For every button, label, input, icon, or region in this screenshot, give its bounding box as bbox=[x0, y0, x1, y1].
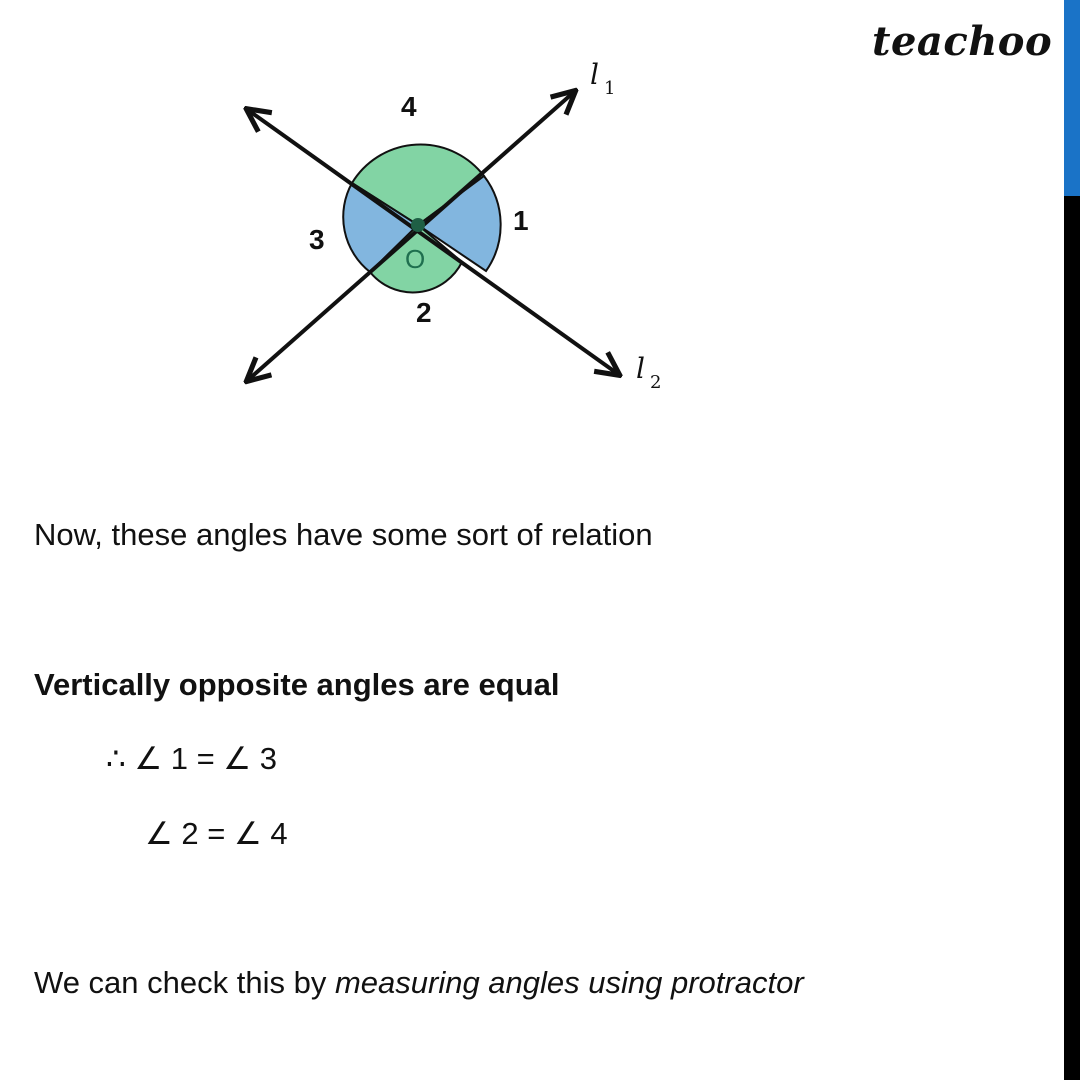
point-o-label: O bbox=[405, 244, 426, 274]
equation-2: ∠ 2 = ∠ 4 bbox=[145, 816, 288, 851]
line-l2-subscript: 2 bbox=[650, 372, 662, 393]
line-l1-label: l bbox=[590, 58, 599, 91]
rule-heading: Vertically opposite angles are equal bbox=[34, 667, 560, 702]
intersecting-lines-diagram bbox=[0, 0, 1080, 460]
angle-2-label: 2 bbox=[416, 297, 432, 328]
check-text bbox=[34, 963, 804, 1003]
line-l1-subscript: 1 bbox=[604, 78, 616, 99]
relation-text: Now, these angles have some sort of relation bbox=[34, 517, 653, 552]
point-o bbox=[411, 218, 425, 232]
angle-3-label: 3 bbox=[309, 224, 325, 255]
teachoo-logo: teachoo bbox=[872, 18, 1053, 65]
angle-4-label: 4 bbox=[401, 91, 417, 122]
angle-1-label: 1 bbox=[513, 205, 529, 236]
equation-1: ∴ ∠ 1 = ∠ 3 bbox=[106, 741, 277, 776]
check-text-prefix: We can check this by bbox=[34, 965, 335, 1000]
line-l2-label: l bbox=[636, 352, 645, 385]
check-text-italic: measuring angles using protractor bbox=[334, 965, 804, 1000]
line-l1 bbox=[248, 92, 574, 380]
